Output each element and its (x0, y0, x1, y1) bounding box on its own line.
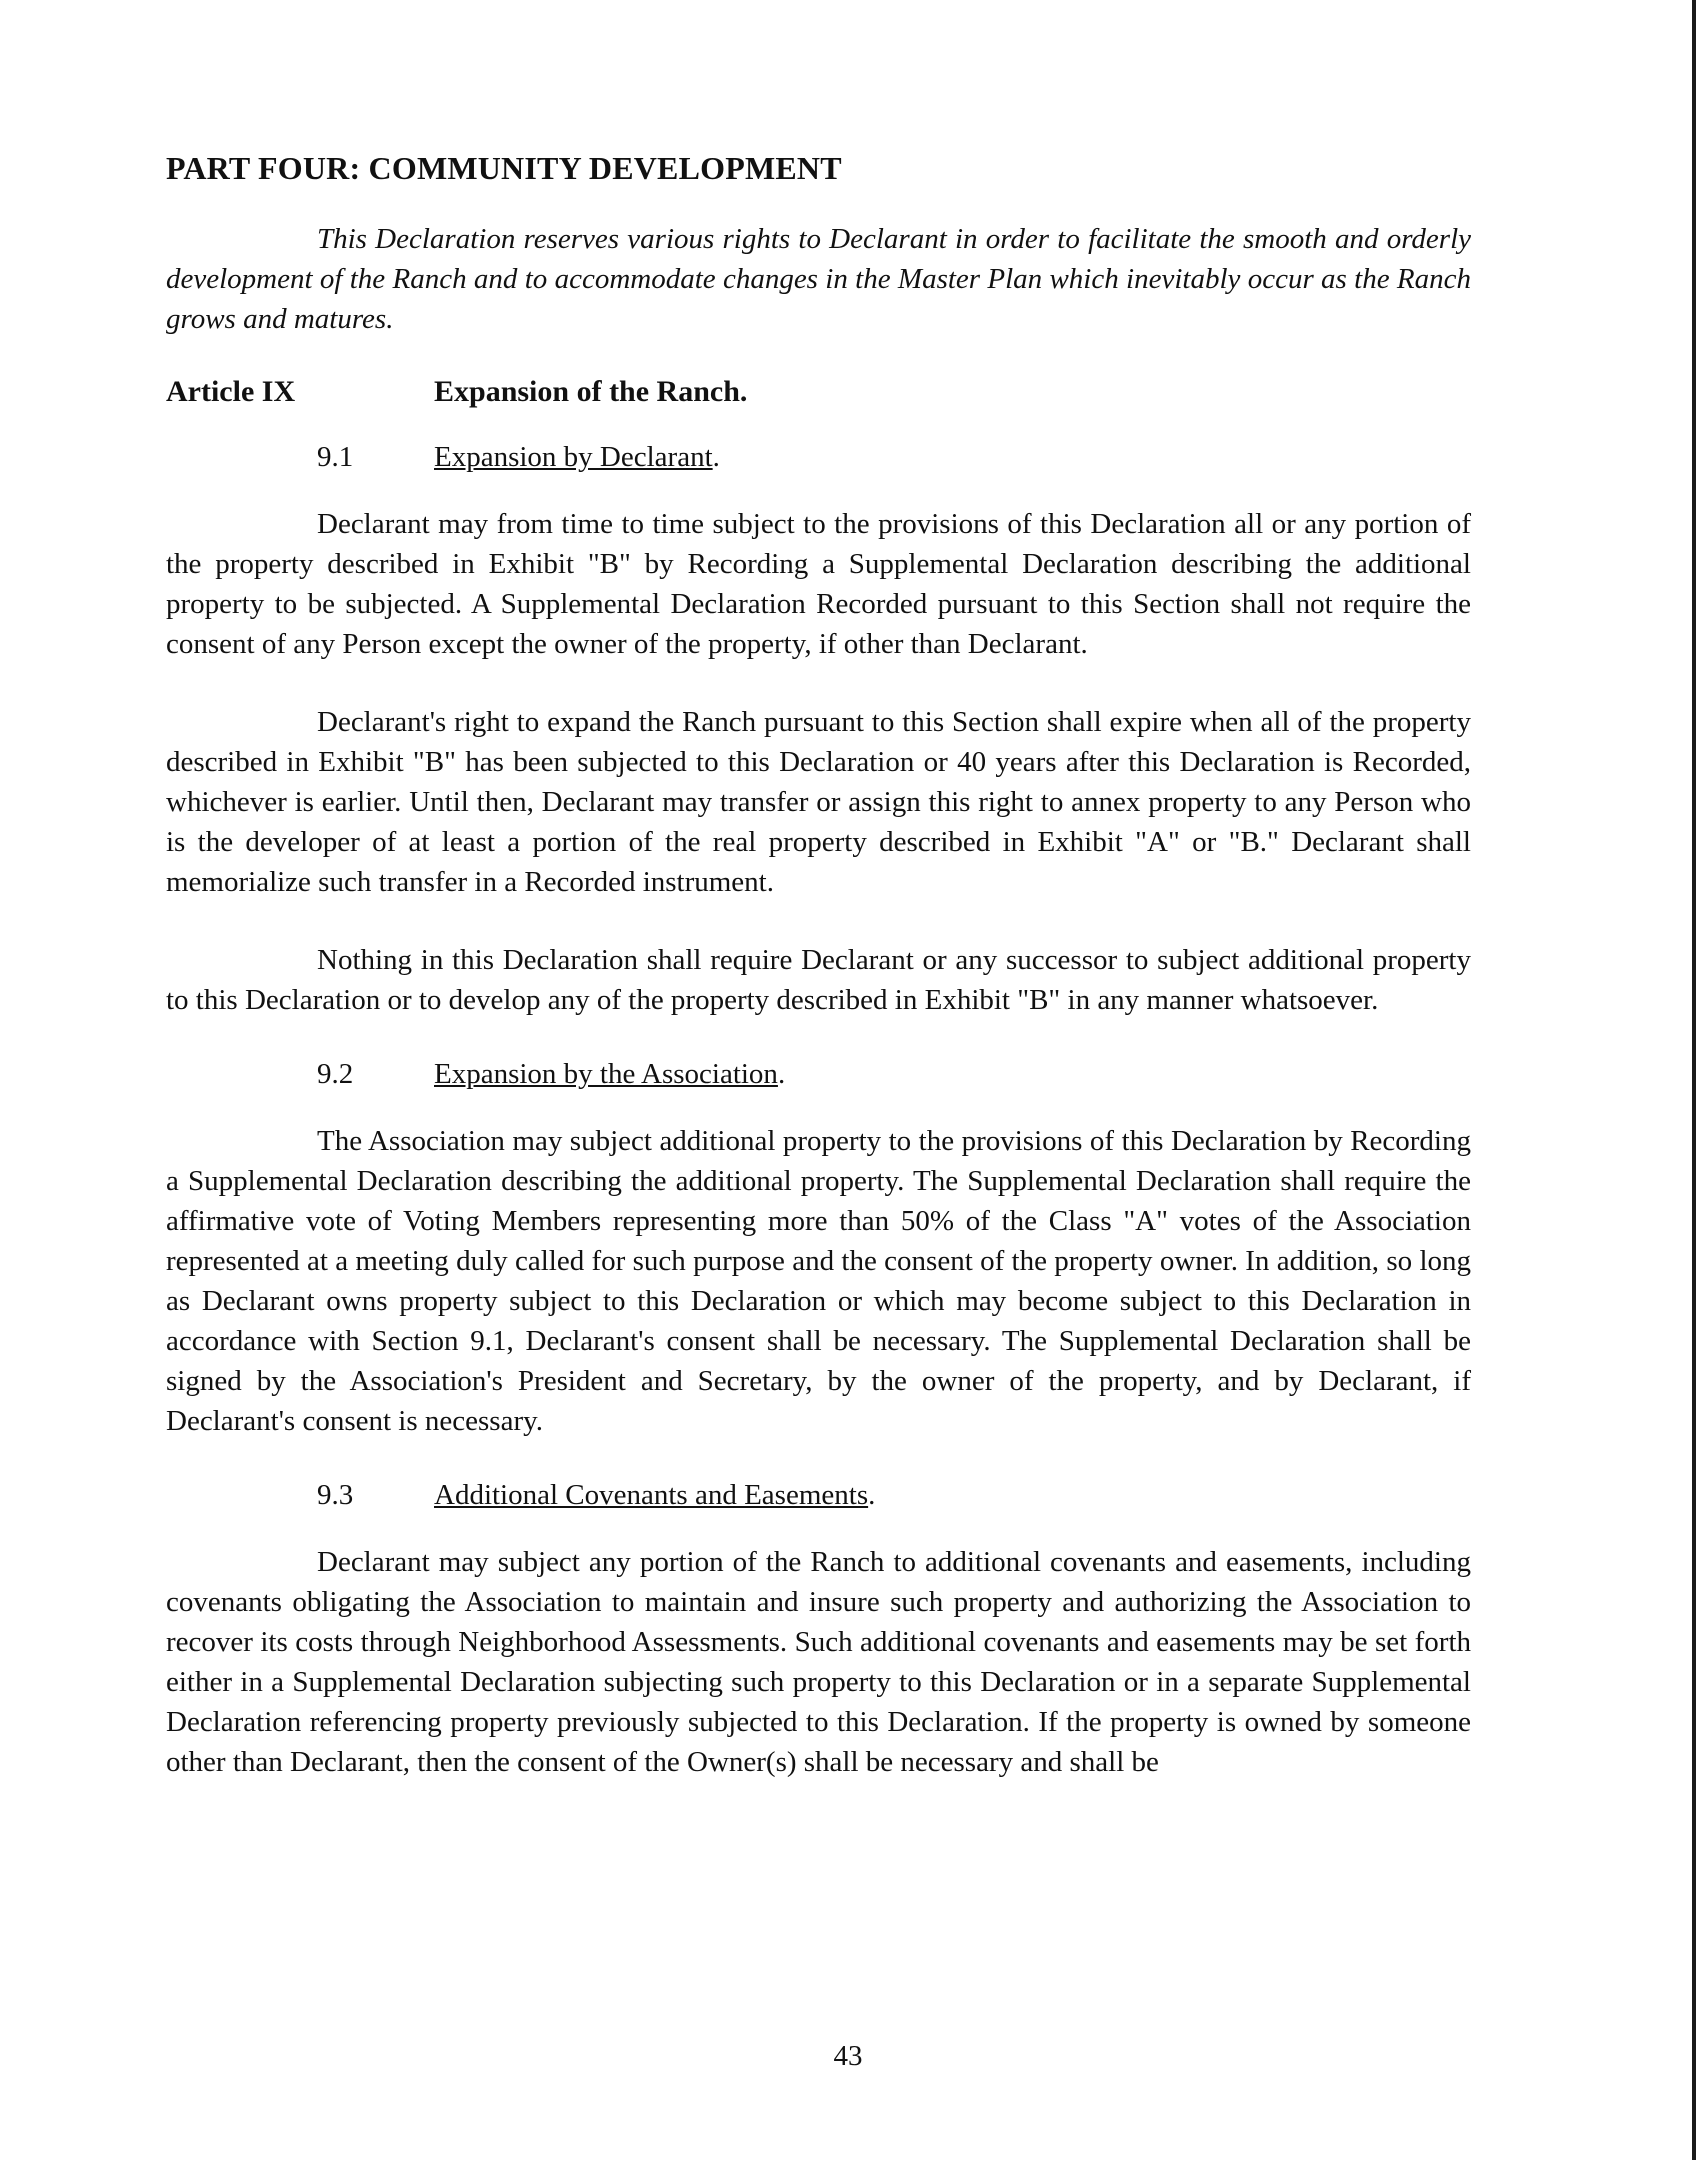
section-title: Expansion by the Association (434, 1058, 778, 1090)
part-title: PART FOUR: COMMUNITY DEVELOPMENT (166, 150, 842, 186)
article-title: Expansion of the Ranch. (434, 375, 748, 408)
document-page (166, 150, 1471, 1782)
intro-paragraph: This Declaration reserves various rights to Declarant in order to facilitate the smooth and orderly development of the Ranch and to accommodate changes in the Master Plan which inevitably occur as the Ranch grows and matures. (166, 223, 1471, 335)
section-heading-9-1: 9.1 Expansion by Declarant. (317, 441, 720, 473)
paragraph: Nothing in this Declaration shall require Declarant or any successor to subject additional property to this Declaration or to develop any of the property described in Exhibit "B" in any manner whatsoever. (166, 944, 1471, 1016)
section-title: Expansion by Declarant (434, 441, 713, 473)
article-heading (166, 375, 1471, 409)
section-title: Additional Covenants and Easements (434, 1479, 869, 1511)
paragraph: The Association may subject additional property to the provisions of this Declaration by Recording a Supplemental Declaration describing the additional property. The Supplemental Declaration shall require the affirmative vote of Voting Members representing more than 50% of the Class "A" votes of the Association represented at a meeting duly called for such purpose and the consent of the property owner. In addition, so long as Declarant owns property subject to this Declaration or which may become subject to this Declaration in accordance with Section 9.1, Declarant's consent shall be necessary. The Supplemental Declaration shall be signed by the Association's President and Secretary, by the owner of the property, and by Declarant, if Declarant's consent is necessary. (166, 1125, 1471, 1437)
paragraph: Declarant may from time to time subject to the provisions of this Declaration all or any portion of the property described in Exhibit "B" by Recording a Supplemental Declaration describing the additional property to be subjected. A Supplemental Declaration Recorded pursuant to this Section shall not require the consent of any Person except the owner of the property, if other than Declarant. (166, 508, 1471, 660)
section-heading-9-3: 9.3 Additional Covenants and Easements. (317, 1479, 876, 1511)
section-number: 9.2 (317, 1058, 354, 1090)
paragraph: Declarant may subject any portion of the Ranch to additional covenants and easements, including covenants obligating the Association to maintain and insure such property and authorizing the Association to recover its costs through Neighborhood Assessments. Such additional covenants and easements may be set forth either in a Supplemental Declaration subjecting such property to this Declaration or in a separate Supplemental Declaration referencing property previously subjected to this Declaration. If the property is owned by someone other than Declarant, then the consent of the Owner(s) shall be necessary and shall be (166, 1546, 1471, 1778)
section-number: 9.1 (317, 441, 354, 473)
article-number: Article IX (166, 375, 296, 408)
page-number: 43 (833, 2040, 863, 2072)
scan-page-edge (1692, 0, 1696, 2160)
paragraph: Declarant's right to expand the Ranch pursuant to this Section shall expire when all of the property described in Exhibit "B" has been subjected to this Declaration or 40 years after this Declaration is Recorded, whichever is earlier. Until then, Declarant may transfer or assign this right to annex property to any Person who is the developer of at least a portion of the real property described in Exhibit "A" or "B." Declarant shall memorialize such transfer in a Recorded instrument. (166, 706, 1471, 898)
section-number: 9.3 (317, 1479, 354, 1511)
section-heading-9-2: 9.2 Expansion by the Association. (317, 1058, 786, 1090)
